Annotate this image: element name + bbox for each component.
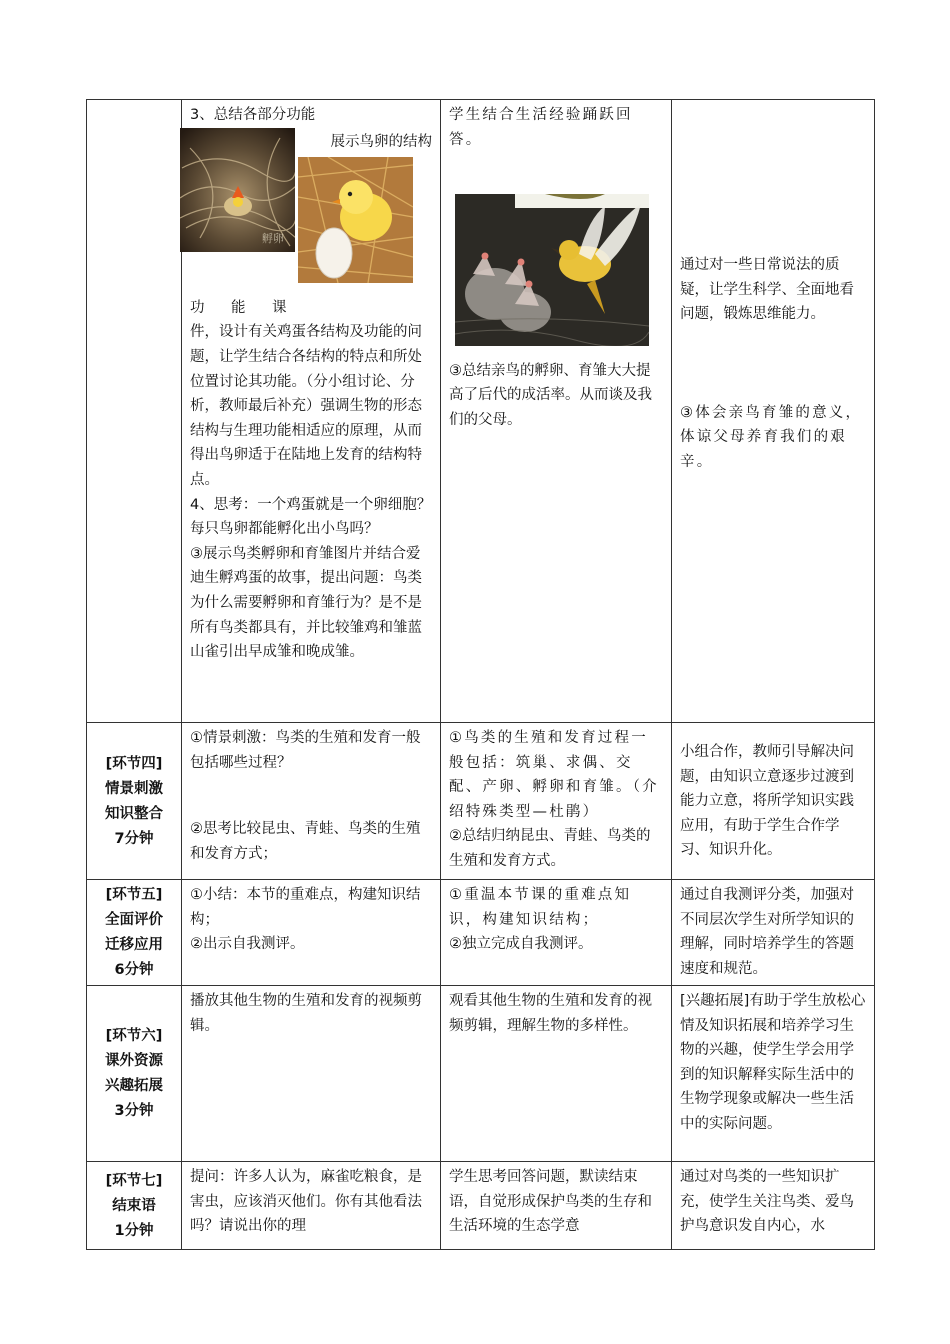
lesson-plan-table <box>86 99 875 1250</box>
design-intent-cell <box>672 723 875 880</box>
design-intent-cell <box>672 880 875 986</box>
teacher-item-1: ①情景刺激：鸟类的生殖和发育一般包括哪些过程？ <box>190 730 421 771</box>
stage-duration: 7分钟 <box>114 830 154 847</box>
section-heading: 3、总结各部分功能 <box>190 107 316 123</box>
egg-structure-caption: 展示鸟卵的结构 <box>330 133 432 150</box>
student-item-1: 观看其他生物的生殖和发育的视频剪辑，理解生物的多样性。 <box>449 993 652 1034</box>
paragraph-1: 件，设计有关鸡蛋各结构及功能的问题，让学生结合各结构的特点和所处位置讨论其功能。（分小组讨论、分析，教师最后补充）强调生物的形态结构与生理功能相适应的原理，从而得出鸟卵适于在陆地上发育的结构特点。 <box>190 324 422 488</box>
teacher-item-1: 提问：许多人认为，麻雀吃粮食，是害虫，应该消灭他们。你有其他看法吗？请说出你的理 <box>190 1169 422 1235</box>
stage-number: [环节四] <box>105 755 163 772</box>
student-activity-cell <box>441 100 672 723</box>
stage-title-1: 课外资源 <box>105 1053 163 1069</box>
table-row-stage-6 <box>87 986 875 1162</box>
design-intent: [兴趣拓展]有助于学生放松心情及知识拓展和培养学习生物的兴趣，使学生学会用学到的知识解释实际生活中的生物学现象或解决一些生活中的实际问题。 <box>680 993 866 1132</box>
table-row-stage-5 <box>87 880 875 986</box>
design-intent-cell <box>672 986 875 1162</box>
stage-title-2: 兴趣拓展 <box>105 1078 163 1094</box>
teacher-item-1: 播放其他生物的生殖和发育的视频剪辑。 <box>190 993 422 1034</box>
student-activity-cell <box>441 986 672 1162</box>
student-item-1: ①重温本节课的重难点知识，构建知识结构； <box>449 887 632 928</box>
student-answer-text: 学生结合生活经验踊跃回答。 <box>449 107 633 148</box>
photo-watermark: 孵卵 <box>262 231 284 245</box>
table-row-continuation <box>87 100 875 723</box>
stage-number: [环节六] <box>105 1028 163 1044</box>
table-row-stage-4 <box>87 723 875 880</box>
teacher-item-2: ②出示自我测评。 <box>190 936 305 953</box>
stage-label-cell <box>87 986 182 1162</box>
lead-word: 功 能 课 <box>190 299 293 316</box>
teacher-item-1: ①小结：本节的重难点，构建知识结构； <box>190 887 421 928</box>
stage-label-cell <box>87 1162 182 1250</box>
student-item-2: ②总结归纳昆虫、青蛙、鸟类的生殖和发育方式。 <box>449 828 651 869</box>
stage-title-2: 迁移应用 <box>105 937 163 953</box>
stage-label-cell <box>87 880 182 986</box>
design-intent-cell <box>672 1162 875 1250</box>
design-intent-2: ③体会亲鸟育雏的意义，体谅父母养育我们的艰辛。 <box>680 404 863 470</box>
stage-title-1: 全面评价 <box>105 912 163 928</box>
stage-label-cell <box>87 723 182 880</box>
table-row-stage-7 <box>87 1162 875 1250</box>
student-conclusion-text: ③总结亲鸟的孵卵、育雏大大提高了后代的成活率。从而谈及我们的父母。 <box>449 362 652 428</box>
design-intent-1: 通过对一些日常说法的质疑，让学生科学、全面地看问题，锻炼思维能力。 <box>680 257 854 323</box>
design-intent-cell <box>672 100 875 723</box>
teacher-activity-cell <box>182 723 441 880</box>
egg-photos <box>180 128 432 292</box>
teacher-activity-cell <box>182 1162 441 1250</box>
stage-duration: 3分钟 <box>114 1103 154 1119</box>
teacher-activity-cell <box>182 986 441 1162</box>
chick-egg-photo <box>298 157 413 283</box>
student-activity-cell <box>441 880 672 986</box>
design-intent: 小组合作，教师引导解决问题，由知识立意逐步过渡到能力立意，将所学知识实践应用，有助于学生合作学习、知识升化。 <box>680 744 854 859</box>
paragraph-2: 4、思考：一个鸡蛋就是一个卵细胞？每只鸟卵都能孵化出小鸟吗？ <box>190 496 432 538</box>
teacher-item-2: ②思考比较昆虫、青蛙、鸟类的生殖和发育方式； <box>190 821 421 862</box>
design-intent: 通过自我测评分类，加强对不同层次学生对所学知识的理解，同时培养学生的答题速度和规范。 <box>680 887 854 977</box>
stage-duration: 6分钟 <box>114 962 154 978</box>
stage-cell-empty <box>87 100 182 723</box>
student-activity-cell <box>441 1162 672 1250</box>
design-intent: 通过对鸟类的一些知识扩充，使学生关注鸟类、爱鸟护鸟意识发自内心，水 <box>680 1169 854 1235</box>
teacher-activity-cell <box>182 880 441 986</box>
paragraph-3: ③展示鸟类孵卵和育雏图片并结合爱迪生孵鸡蛋的故事，提出问题：鸟类为什么需要孵卵和育雏行为？是不是所有鸟类都具有，并比较雏鸡和雏蓝山雀引出早成雏和晚成雏。 <box>190 545 422 661</box>
bird-feeding-chicks-photo <box>455 194 649 346</box>
stage-title-1: 情景刺激 <box>105 780 163 797</box>
stage-title-1: 结束语 <box>112 1197 156 1214</box>
nest-chick-photo <box>180 128 295 252</box>
student-item-2: ②独立完成自我测评。 <box>449 936 593 953</box>
stage-duration: 1分钟 <box>114 1222 154 1239</box>
teacher-activity-cell <box>182 100 441 723</box>
stage-number: [环节五] <box>105 887 163 903</box>
stage-title-2: 知识整合 <box>105 805 163 822</box>
student-activity-cell <box>441 723 672 880</box>
student-item-1: 学生思考回答问题，默读结束语，自觉形成保护鸟类的生存和生活环境的生态学意 <box>449 1169 652 1235</box>
photo-caption-column <box>298 128 432 292</box>
student-item-1: ①鸟类的生殖和发育过程一般包括：筑巢、求偶、交配、产卵、孵卵和育雏。（介绍特殊类型—杜鹃） <box>449 730 659 820</box>
stage-number: [环节七] <box>105 1172 163 1189</box>
